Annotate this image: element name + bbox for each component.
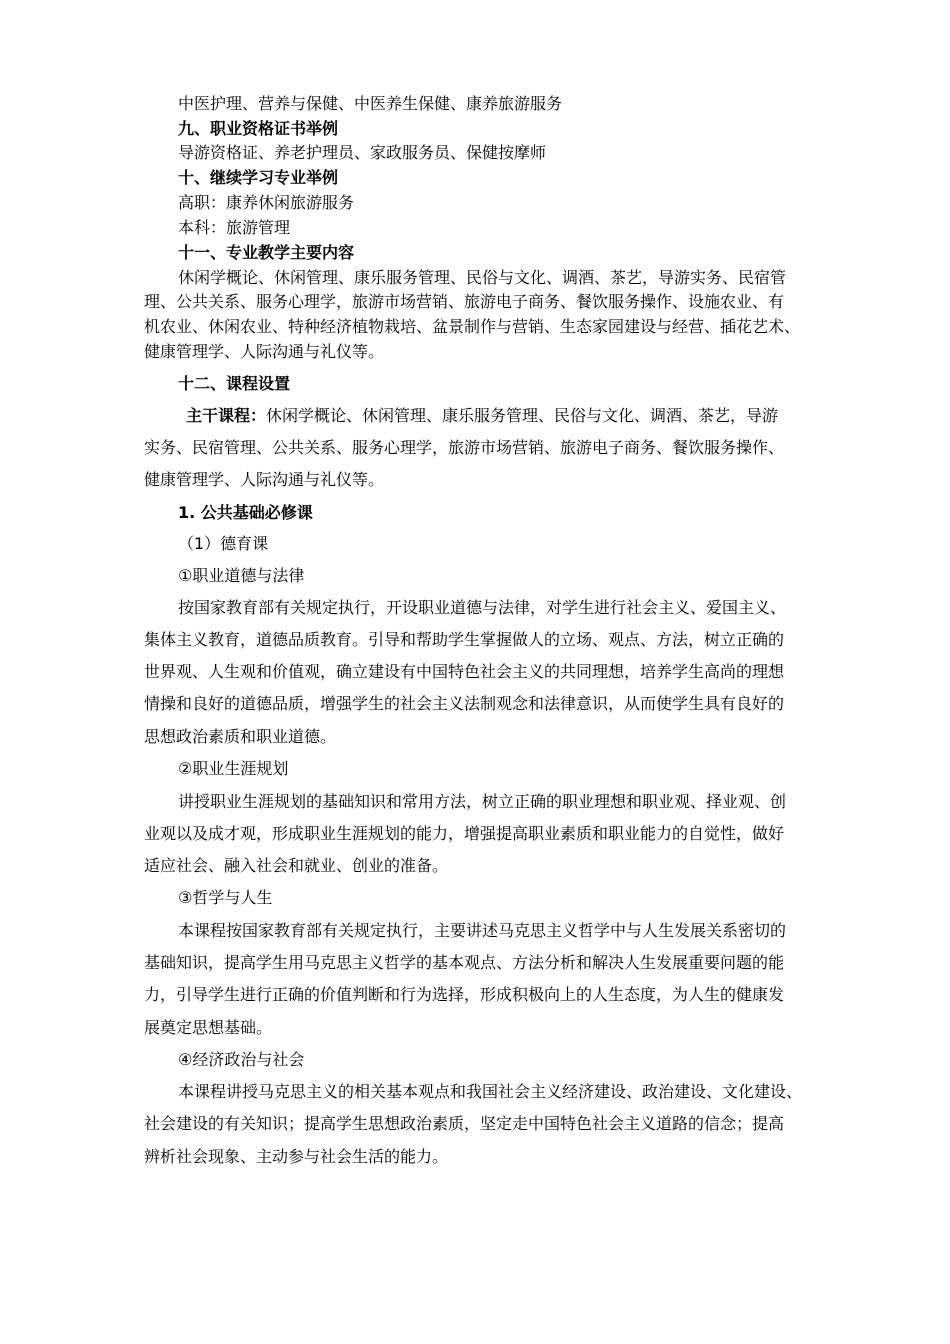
line-text: 思想政治素质和职业道德。	[144, 727, 337, 746]
text-line	[144, 727, 820, 747]
text-line	[144, 317, 820, 337]
text-line	[144, 1018, 820, 1038]
line-text: 辨析社会现象、主动参与社会生活的能力。	[144, 1147, 449, 1166]
text-line	[144, 694, 820, 714]
section-heading	[178, 243, 820, 263]
text-line	[178, 759, 820, 779]
line-text: 十二、课程设置	[178, 374, 291, 393]
section-heading	[178, 374, 820, 394]
text-line	[144, 662, 820, 682]
line-text: 力，引导学生进行正确的价值判断和行为选择，形成积极向上的人生态度，为人生的健康发	[144, 985, 785, 1004]
text-line	[178, 534, 820, 554]
text-line	[144, 985, 820, 1005]
line-text: 适应社会、融入社会和就业、创业的准备。	[144, 856, 449, 875]
line-text: ③哲学与人生	[178, 888, 273, 907]
line-text: 九、职业资格证书举例	[178, 119, 339, 138]
line-text: 本课程按国家教育部有关规定执行，主要讲述马克思主义哲学中与人生发展关系密切的	[178, 921, 787, 940]
text-line	[186, 406, 820, 426]
line-text: 健康管理学、人际沟通与礼仪等。	[144, 470, 385, 489]
text-line	[144, 953, 820, 973]
line-text: 世界观、人生观和价值观，确立建设有中国特色社会主义的共同理想，培养学生高尚的理想	[144, 662, 785, 681]
text-line	[178, 94, 820, 114]
text-line	[178, 1050, 820, 1070]
line-text: 业观以及成才观，形成职业生涯规划的能力，增强提高职业素质和职业能力的自觉性，做好	[144, 824, 785, 843]
text-line	[178, 1082, 820, 1102]
text-line	[178, 268, 820, 288]
text-line	[144, 856, 820, 876]
line-text: 1. 公共基础必修课	[178, 503, 313, 522]
text-line	[144, 1114, 820, 1134]
inline-label: 主干课程：	[186, 406, 267, 425]
text-line	[178, 921, 820, 941]
line-text: 高职：康养休闲旅游服务	[178, 193, 355, 212]
line-text: 健康管理学、人际沟通与礼仪等。	[144, 342, 385, 361]
text-line	[144, 438, 820, 458]
line-text: 理、公共关系、服务心理学，旅游市场营销、旅游电子商务、餐饮服务操作、设施农业、有	[144, 292, 785, 311]
section-heading	[178, 503, 820, 523]
text-line	[144, 342, 820, 362]
line-text: 休闲学概论、休闲管理、康乐服务管理、民俗与文化、调酒、茶艺，导游	[266, 406, 779, 425]
line-text: ①职业道德与法律	[178, 566, 305, 585]
line-text: 按国家教育部有关规定执行，开设职业道德与法律，对学生进行社会主义、爱国主义、	[178, 598, 787, 617]
line-text: ④经济政治与社会	[178, 1050, 305, 1069]
line-text: 集体主义教育，道德品质教育。引导和帮助学生掌握做人的立场、观点、方法，树立正确的	[144, 630, 785, 649]
text-line	[178, 143, 820, 163]
line-text: （1）德育课	[178, 534, 269, 553]
text-line	[144, 470, 820, 490]
line-text: 讲授职业生涯规划的基础知识和常用方法，树立正确的职业理想和职业观、择业观、创	[178, 792, 787, 811]
text-line	[178, 218, 820, 238]
text-line	[144, 1147, 820, 1167]
line-text: 社会建设的有关知识；提高学生思想政治素质，坚定走中国特色社会主义道路的信念；提高	[144, 1114, 785, 1133]
line-text: 展奠定思想基础。	[144, 1018, 273, 1037]
line-text: 中医护理、营养与保健、中医养生保健、康养旅游服务	[178, 94, 563, 113]
line-text: 休闲学概论、休闲管理、康乐服务管理、民俗与文化、调酒、茶艺，导游实务、民宿管	[178, 268, 787, 287]
text-line	[144, 824, 820, 844]
text-line	[178, 193, 820, 213]
text-line	[178, 792, 820, 812]
line-text: 情操和良好的道德品质，增强学生的社会主义法制观念和法律意识，从而使学生具有良好的	[144, 694, 785, 713]
text-line	[178, 566, 820, 586]
line-text: 实务、民宿管理、公共关系、服务心理学，旅游市场营销、旅游电子商务、餐饮服务操作、	[144, 438, 785, 457]
section-heading	[178, 119, 820, 139]
line-text: 十、继续学习专业举例	[178, 168, 339, 187]
text-line	[144, 292, 820, 312]
text-line	[178, 888, 820, 908]
line-text: 机农业、休闲农业、特种经济植物栽培、盆景制作与营销、生态家园建设与经营、插花艺术、	[144, 317, 801, 336]
text-line	[178, 598, 820, 618]
line-text: 导游资格证、养老护理员、家政服务员、保健按摩师	[178, 143, 547, 162]
line-text: ②职业生涯规划	[178, 759, 289, 778]
line-text: 本科：旅游管理	[178, 218, 291, 237]
text-line	[144, 630, 820, 650]
line-text: 本课程讲授马克思主义的相关基本观点和我国社会主义经济建设、政治建设、文化建设、	[178, 1082, 803, 1101]
section-heading	[178, 168, 820, 188]
line-text: 基础知识，提高学生用马克思主义哲学的基本观点、方法分析和解决人生发展重要问题的能	[144, 953, 785, 972]
line-text: 十一、专业教学主要内容	[178, 243, 355, 262]
